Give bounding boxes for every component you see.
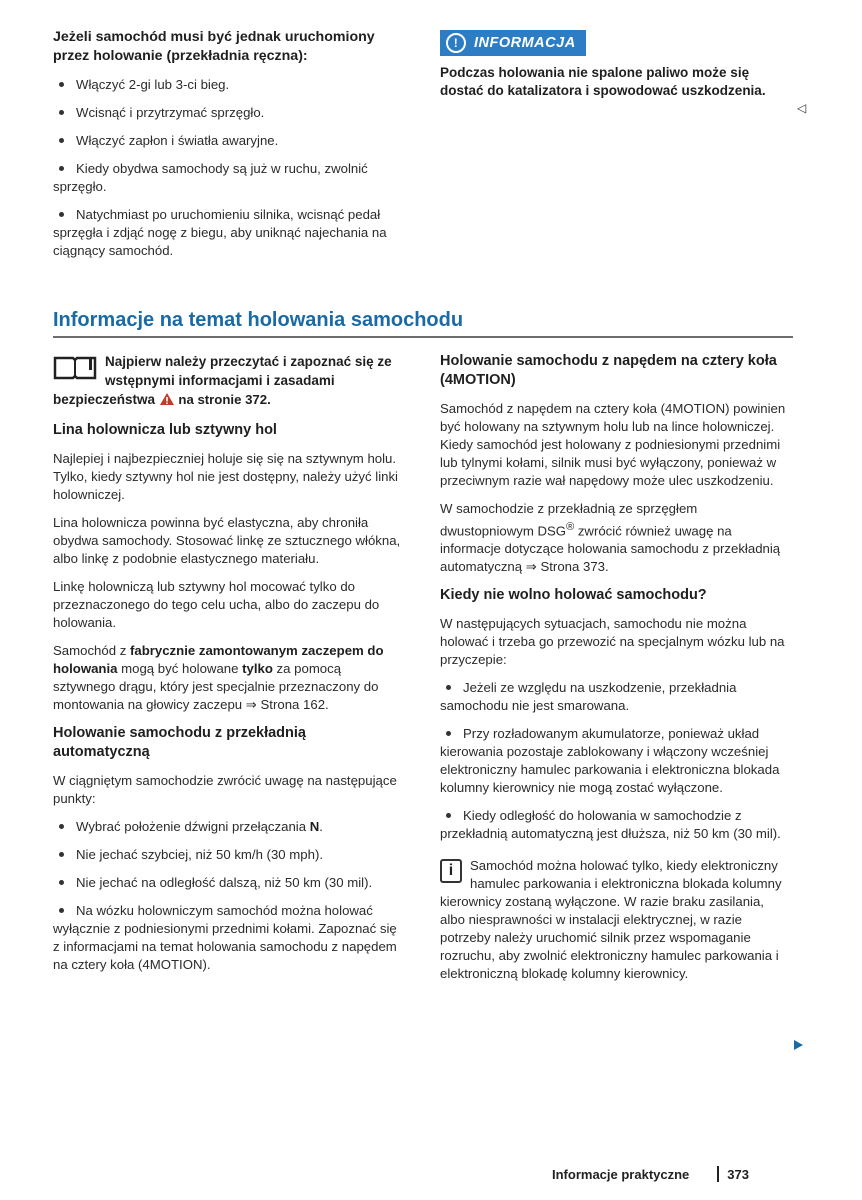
paragraph: W następujących sytuacjach, samochodu nie można holować i trzeba go przewozić na specjalnym wózku lub na przyczepie: [440, 616, 785, 668]
info-text: Podczas holowania nie spalone paliwo może się dostać do katalizatora i spowodować uszkodzenia. [440, 65, 766, 98]
list-item: Nie jechać szybciej, niż 50 km/h (30 mph). [53, 846, 405, 864]
intro-text: Najpierw należy przeczytać i zapoznać się ze wstępnymi informacjami i zasadami bezpieczeństwa [53, 354, 392, 407]
bullet-icon [446, 731, 451, 736]
list-item: Kiedy odległość do holowania w samochodzie z przekładnią automatyczną jest dłuższa, niż 50 km (30 mil). [440, 808, 781, 842]
left-column [53, 352, 405, 984]
bullet-icon [446, 813, 451, 818]
subheading-automatic: Holowanie samochodu z przekładnią automatyczną [53, 725, 306, 760]
section-title: Informacje na temat holowania samochodu [53, 309, 793, 338]
bullet-icon [446, 685, 451, 690]
warning-icon [159, 392, 175, 406]
note-block [440, 857, 792, 983]
top-right-column [440, 30, 780, 110]
paragraph: W ciągniętym samochodzie zwrócić uwagę na następujące punkty: [53, 773, 397, 806]
right-column [440, 352, 792, 983]
paragraph: Samochód z fabrycznie zamontowanym zaczepem do holowania mogą być holowane tylko za pomocą sztywnego drągu, który jest specjalnie przeznaczony do montowania na głowicy zaczepu ⇒ Strona 162. [53, 643, 384, 712]
list-item: Jeżeli ze względu na uszkodzenie, przekładnia samochodu nie jest smarowana. [440, 680, 737, 714]
note-text: Samochód można holować tylko, kiedy elektroniczny hamulec parkowania i elektroniczna blokada kolumny kierownicy zostaną wyłączone. W razie braku zasilania, albo niesprawności w instalacji elektrycznej, w razie potrzeby należy uruchomić silnik przez wspomaganie rozruchu, aby zwolnić elektroniczny hamulec parkowania i elektroniczną blokadę kolumny kierownicy. [440, 858, 782, 982]
list-item: Włączyć zapłon i światła awaryjne. [53, 132, 403, 150]
list-item: Włączyć 2-gi lub 3-ci bieg. [53, 76, 403, 94]
list-item: Kiedy obydwa samochody są już w ruchu, zwolnić sprzęgło. [53, 161, 368, 194]
back-arrow-icon: ◁ [797, 101, 807, 115]
info-icon: i [440, 859, 462, 883]
bullet-icon [59, 166, 64, 171]
bullet-icon [59, 110, 64, 115]
paragraph: Najlepiej i najbezpieczniej holuje się się na sztywnym holu. Tylko, kiedy sztywny hol nie jest dostępny, należy użyć linki holowniczej. [53, 451, 398, 502]
list-item: Wybrać położenie dźwigni przełączania N. [53, 818, 405, 836]
paragraph: Lina holownicza powinna być elastyczna, aby chroniła obydwa samochody. Stosować linkę ze sztucznego włókna, albo linkę z podobnie elastycznego materiału. [53, 515, 401, 566]
bullet-icon [59, 824, 64, 829]
info-label: INFORMACJA [474, 35, 576, 51]
subheading-tow-rope: Lina holownicza lub sztywny hol [53, 422, 277, 438]
list-item: Natychmiast po uruchomieniu silnika, wcisnąć pedał sprzęgła i zdjąć nogę z biegu, aby uniknąć najechania na ciągnący samochód. [53, 207, 387, 258]
book-icon [53, 354, 97, 380]
push-start-heading: Jeżeli samochód musi być jednak uruchomiony przez holowanie (przekładnia ręczna): [53, 29, 375, 64]
list-item: Przy rozładowanym akumulatorze, ponieważ układ kierowania pozostaje zablokowany i włączony wcześniej elektroniczny hamulec parkowania i elektroniczna blokada kolumny kierownicy nie mogą zostać wyłączone. [440, 726, 780, 796]
intro-block [53, 352, 405, 409]
list-item: Na wózku holowniczym samochód można holować wyłącznie z podniesionymi przednimi kołami. Zapoznać się z informacjami na temat holowania samochodu z napędem na cztery koła (4MOTION). [53, 903, 397, 972]
exclamation-icon: ! [446, 33, 466, 53]
list-item: Nie jechać na odległość dalszą, niż 50 km (30 mil). [53, 874, 405, 892]
subheading-no-tow: Kiedy nie wolno holować samochodu? [440, 587, 707, 604]
paragraph: Samochód z napędem na cztery koła (4MOTION) powinien być holowany na sztywnym holu lub na lince holowniczej. Kiedy samochód jest holowany z podniesionymi przednimi lub tylnymi kołami, silnik musi być wyłączony, ponieważ w przeciwnym razie wał napędowy może ulec uszkodzeniu. [440, 401, 786, 488]
page-number: 373 [727, 1167, 749, 1182]
list-item: Wcisnąć i przytrzymać sprzęgło. [53, 104, 403, 122]
top-left-column [53, 28, 403, 270]
paragraph: Linkę holowniczą lub sztywny hol mocować tylko do przeznaczonego do tego celu ucha, albo do zaczepu do holowania. [53, 579, 380, 630]
next-arrow-icon [794, 1040, 803, 1050]
footer-section: Informacje praktyczne [552, 1167, 690, 1182]
paragraph: W samochodzie z przekładnią ze sprzęgłem dwustopniowym DSG® zwrócić również uwagę na informacje dotyczące holowania samochodu z przekładnią automatyczną ⇒ Strona 373. [440, 501, 781, 575]
bullet-icon [59, 908, 64, 913]
footer-divider [717, 1166, 719, 1182]
bullet-icon [59, 852, 64, 857]
bullet-icon [59, 880, 64, 885]
bullet-icon [59, 138, 64, 143]
page-footer [552, 1166, 772, 1182]
subheading-4motion: Holowanie samochodu z napędem na cztery koła (4MOTION) [440, 353, 777, 388]
info-label-box [440, 30, 586, 56]
bullet-icon [59, 212, 64, 217]
bullet-icon [59, 82, 64, 87]
intro-page-ref: na stronie 372. [178, 392, 271, 407]
